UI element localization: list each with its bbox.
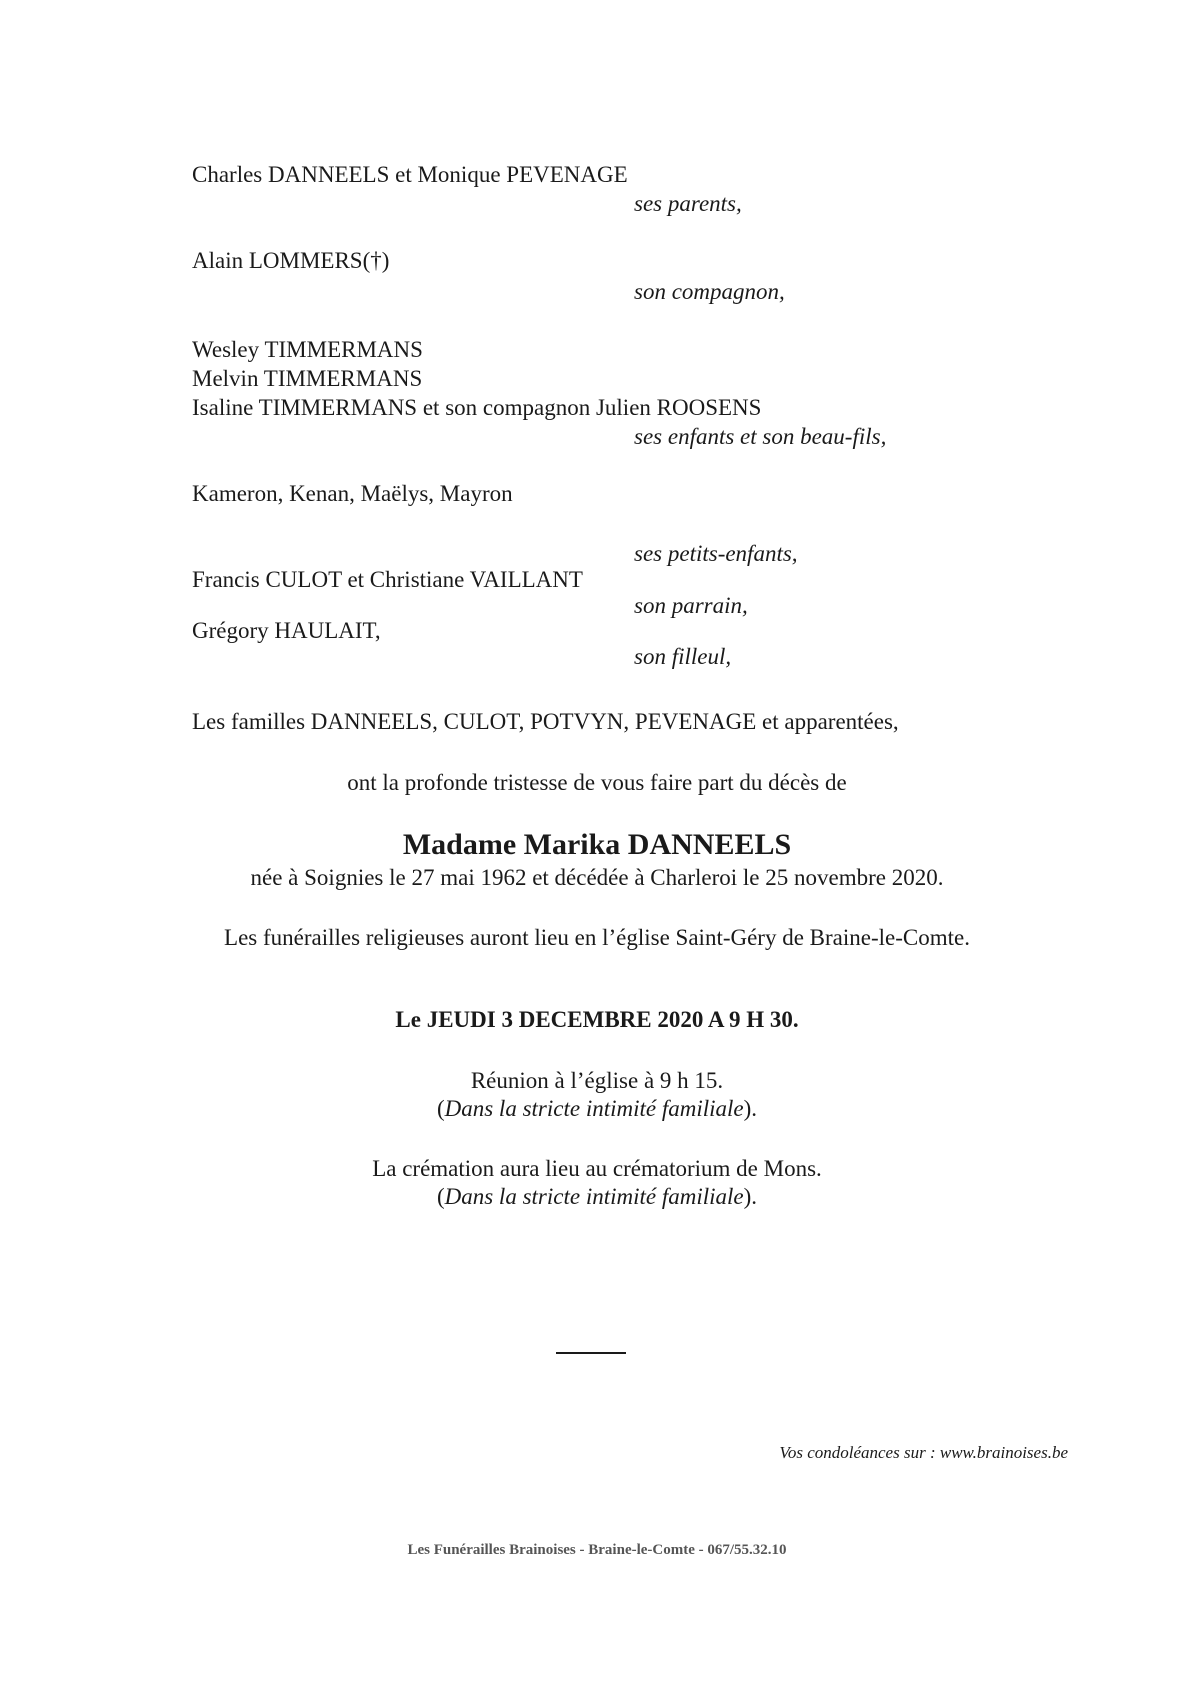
child-name: Isaline TIMMERMANS et son compagnon Julien ROOSENS xyxy=(192,395,762,420)
section-divider xyxy=(556,1352,626,1354)
godparents-names: Francis CULOT et Christiane VAILLANT xyxy=(192,567,583,592)
announcement-intro: ont la profonde tristesse de vous faire part du décès de xyxy=(347,770,847,795)
cremation-note-close: ). xyxy=(743,1184,758,1209)
meeting-note-open: ( xyxy=(436,1096,445,1121)
parents-names: Charles DANNEELS et Monique PEVENAGE xyxy=(192,162,628,187)
cremation-note-line xyxy=(0,1182,1194,1212)
grandchildren-role: ses petits-enfants, xyxy=(634,541,798,566)
child-name: Melvin TIMMERMANS xyxy=(192,366,423,391)
companion-role: son compagnon, xyxy=(634,279,785,304)
meeting-note-close: ). xyxy=(743,1096,758,1121)
child-name: Wesley TIMMERMANS xyxy=(192,337,423,362)
cremation-note-open: ( xyxy=(436,1184,445,1209)
godson-name: Grégory HAULAIT, xyxy=(192,618,381,643)
godparents-role: son parrain, xyxy=(634,593,748,618)
ceremony-date: Le JEUDI 3 DECEMBRE 2020 A 9 H 30. xyxy=(395,1007,799,1032)
companion-name: Alain LOMMERS(†) xyxy=(192,248,390,273)
children-role: ses enfants et son beau-fils, xyxy=(634,424,887,449)
footer-line: Les Funérailles Brainoises - Braine-le-Comte - 067/55.32.10 xyxy=(407,1542,787,1558)
meeting-note: Dans la stricte intimité familiale xyxy=(444,1096,744,1121)
birth-death-line: née à Soignies le 27 mai 1962 et décédée à Charleroi le 25 novembre 2020. xyxy=(250,865,944,890)
deceased-name: Madame Marika DANNEELS xyxy=(402,828,792,861)
meeting-note-line xyxy=(0,1094,1194,1124)
godson-role: son filleul, xyxy=(634,644,732,669)
parents-role: ses parents, xyxy=(634,191,742,216)
meeting-line: Réunion à l’église à 9 h 15. xyxy=(470,1068,724,1093)
cremation-line: La crémation aura lieu au crématorium de Mons. xyxy=(372,1156,822,1181)
condolences-line: Vos condoléances sur : www.brainoises.be xyxy=(779,1443,1068,1462)
grandchildren-names: Kameron, Kenan, Maëlys, Mayron xyxy=(192,481,513,506)
funeral-line: Les funérailles religieuses auront lieu en l’église Saint-Géry de Braine-le-Comte. xyxy=(224,925,970,950)
cremation-note: Dans la stricte intimité familiale xyxy=(444,1184,744,1209)
families-line: Les familles DANNEELS, CULOT, POTVYN, PEVENAGE et apparentées, xyxy=(192,709,899,734)
